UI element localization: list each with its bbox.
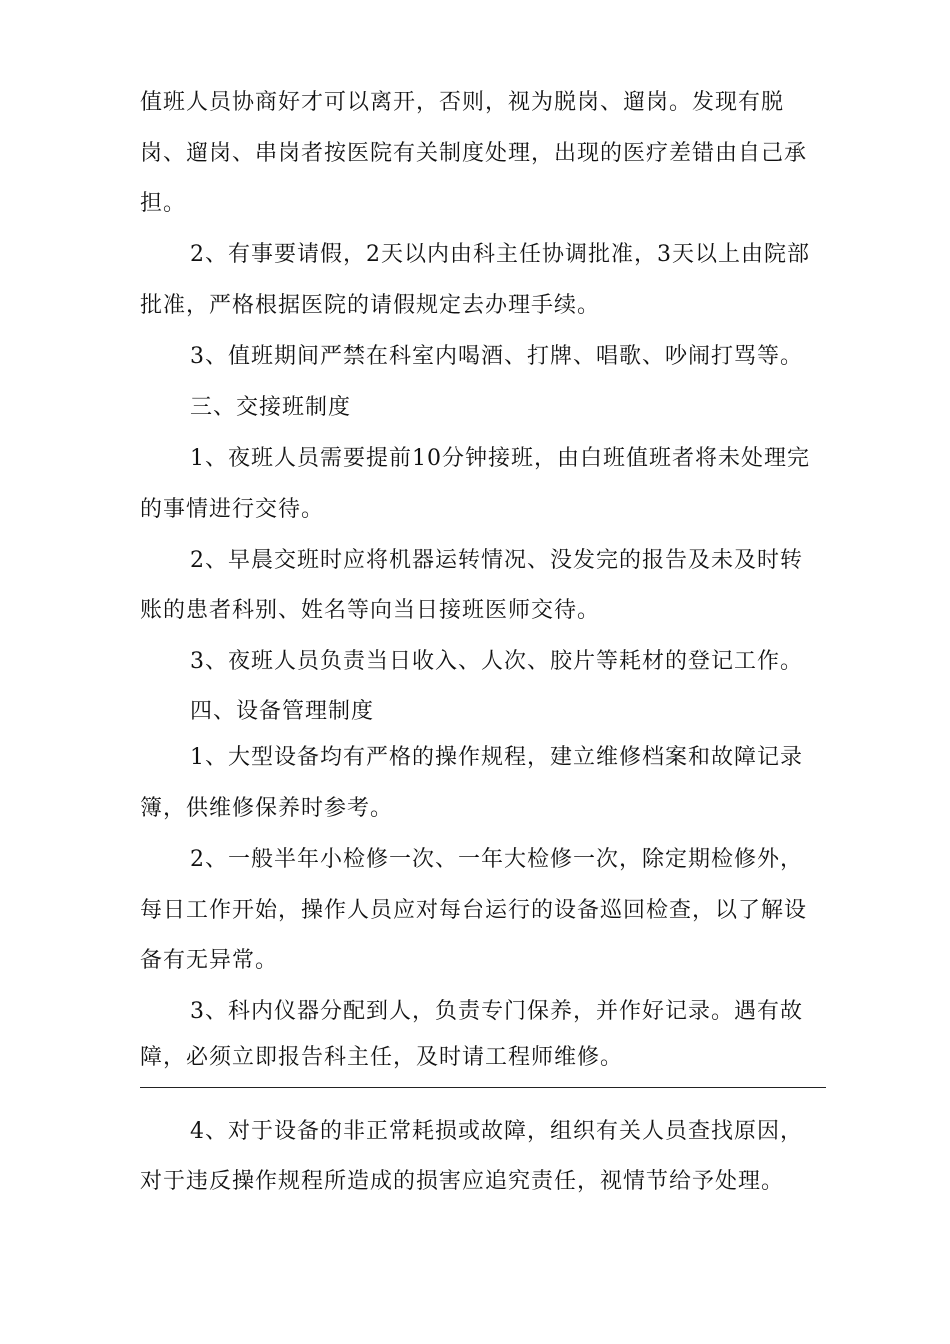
- text-line: 的事情进行交待。: [140, 497, 325, 522]
- text-line: 1、大型设备均有严格的操作规程，建立维修档案和故障记录: [190, 745, 803, 770]
- text-line: 2、有事要请假，2天以内由科主任协调批准，3天以上由院部: [190, 242, 810, 267]
- text-line: 2、一般半年小检修一次、一年大检修一次，除定期检修外，: [190, 847, 803, 872]
- text-line: 批准，严格根据医院的请假规定去办理手续。: [140, 293, 601, 318]
- text-line: 簿，供维修保养时参考。: [140, 796, 394, 821]
- text-line: 3、夜班人员负责当日收入、人次、胶片等耗材的登记工作。: [190, 649, 803, 674]
- text-line: 3、科内仪器分配到人，负责专门保养，并作好记录。遇有故: [190, 999, 803, 1024]
- text-line: 担。: [140, 191, 187, 216]
- text-line: 对于违反操作规程所造成的损害应追究责任，视情节给予处理。: [140, 1169, 785, 1194]
- text-line: 岗、遛岗、串岗者按医院有关制度处理，出现的医疗差错由自己承: [140, 141, 808, 166]
- text-line: 1、夜班人员需要提前10分钟接班，由白班值班者将未处理完: [190, 446, 810, 471]
- text-line: 2、早晨交班时应将机器运转情况、没发完的报告及未及时转: [190, 548, 803, 573]
- text-line: 3、值班期间严禁在科室内喝酒、打牌、唱歌、吵闹打骂等。: [190, 344, 803, 369]
- text-line: 备有无异常。: [140, 948, 279, 973]
- section-heading: 三、交接班制度: [190, 395, 352, 420]
- text-line: 4、对于设备的非正常耗损或故障，组织有关人员查找原因，: [190, 1119, 803, 1144]
- text-line: 障，必须立即报告科主任，及时请工程师维修。: [140, 1045, 624, 1070]
- page-divider: [140, 1087, 826, 1088]
- text-line: 每日工作开始，操作人员应对每台运行的设备巡回检查，以了解设: [140, 898, 808, 923]
- section-heading: 四、设备管理制度: [190, 699, 375, 724]
- text-line: 账的患者科别、姓名等向当日接班医师交待。: [140, 598, 601, 623]
- text-line: 值班人员协商好才可以离开，否则，视为脱岗、遛岗。发现有脱: [140, 90, 785, 115]
